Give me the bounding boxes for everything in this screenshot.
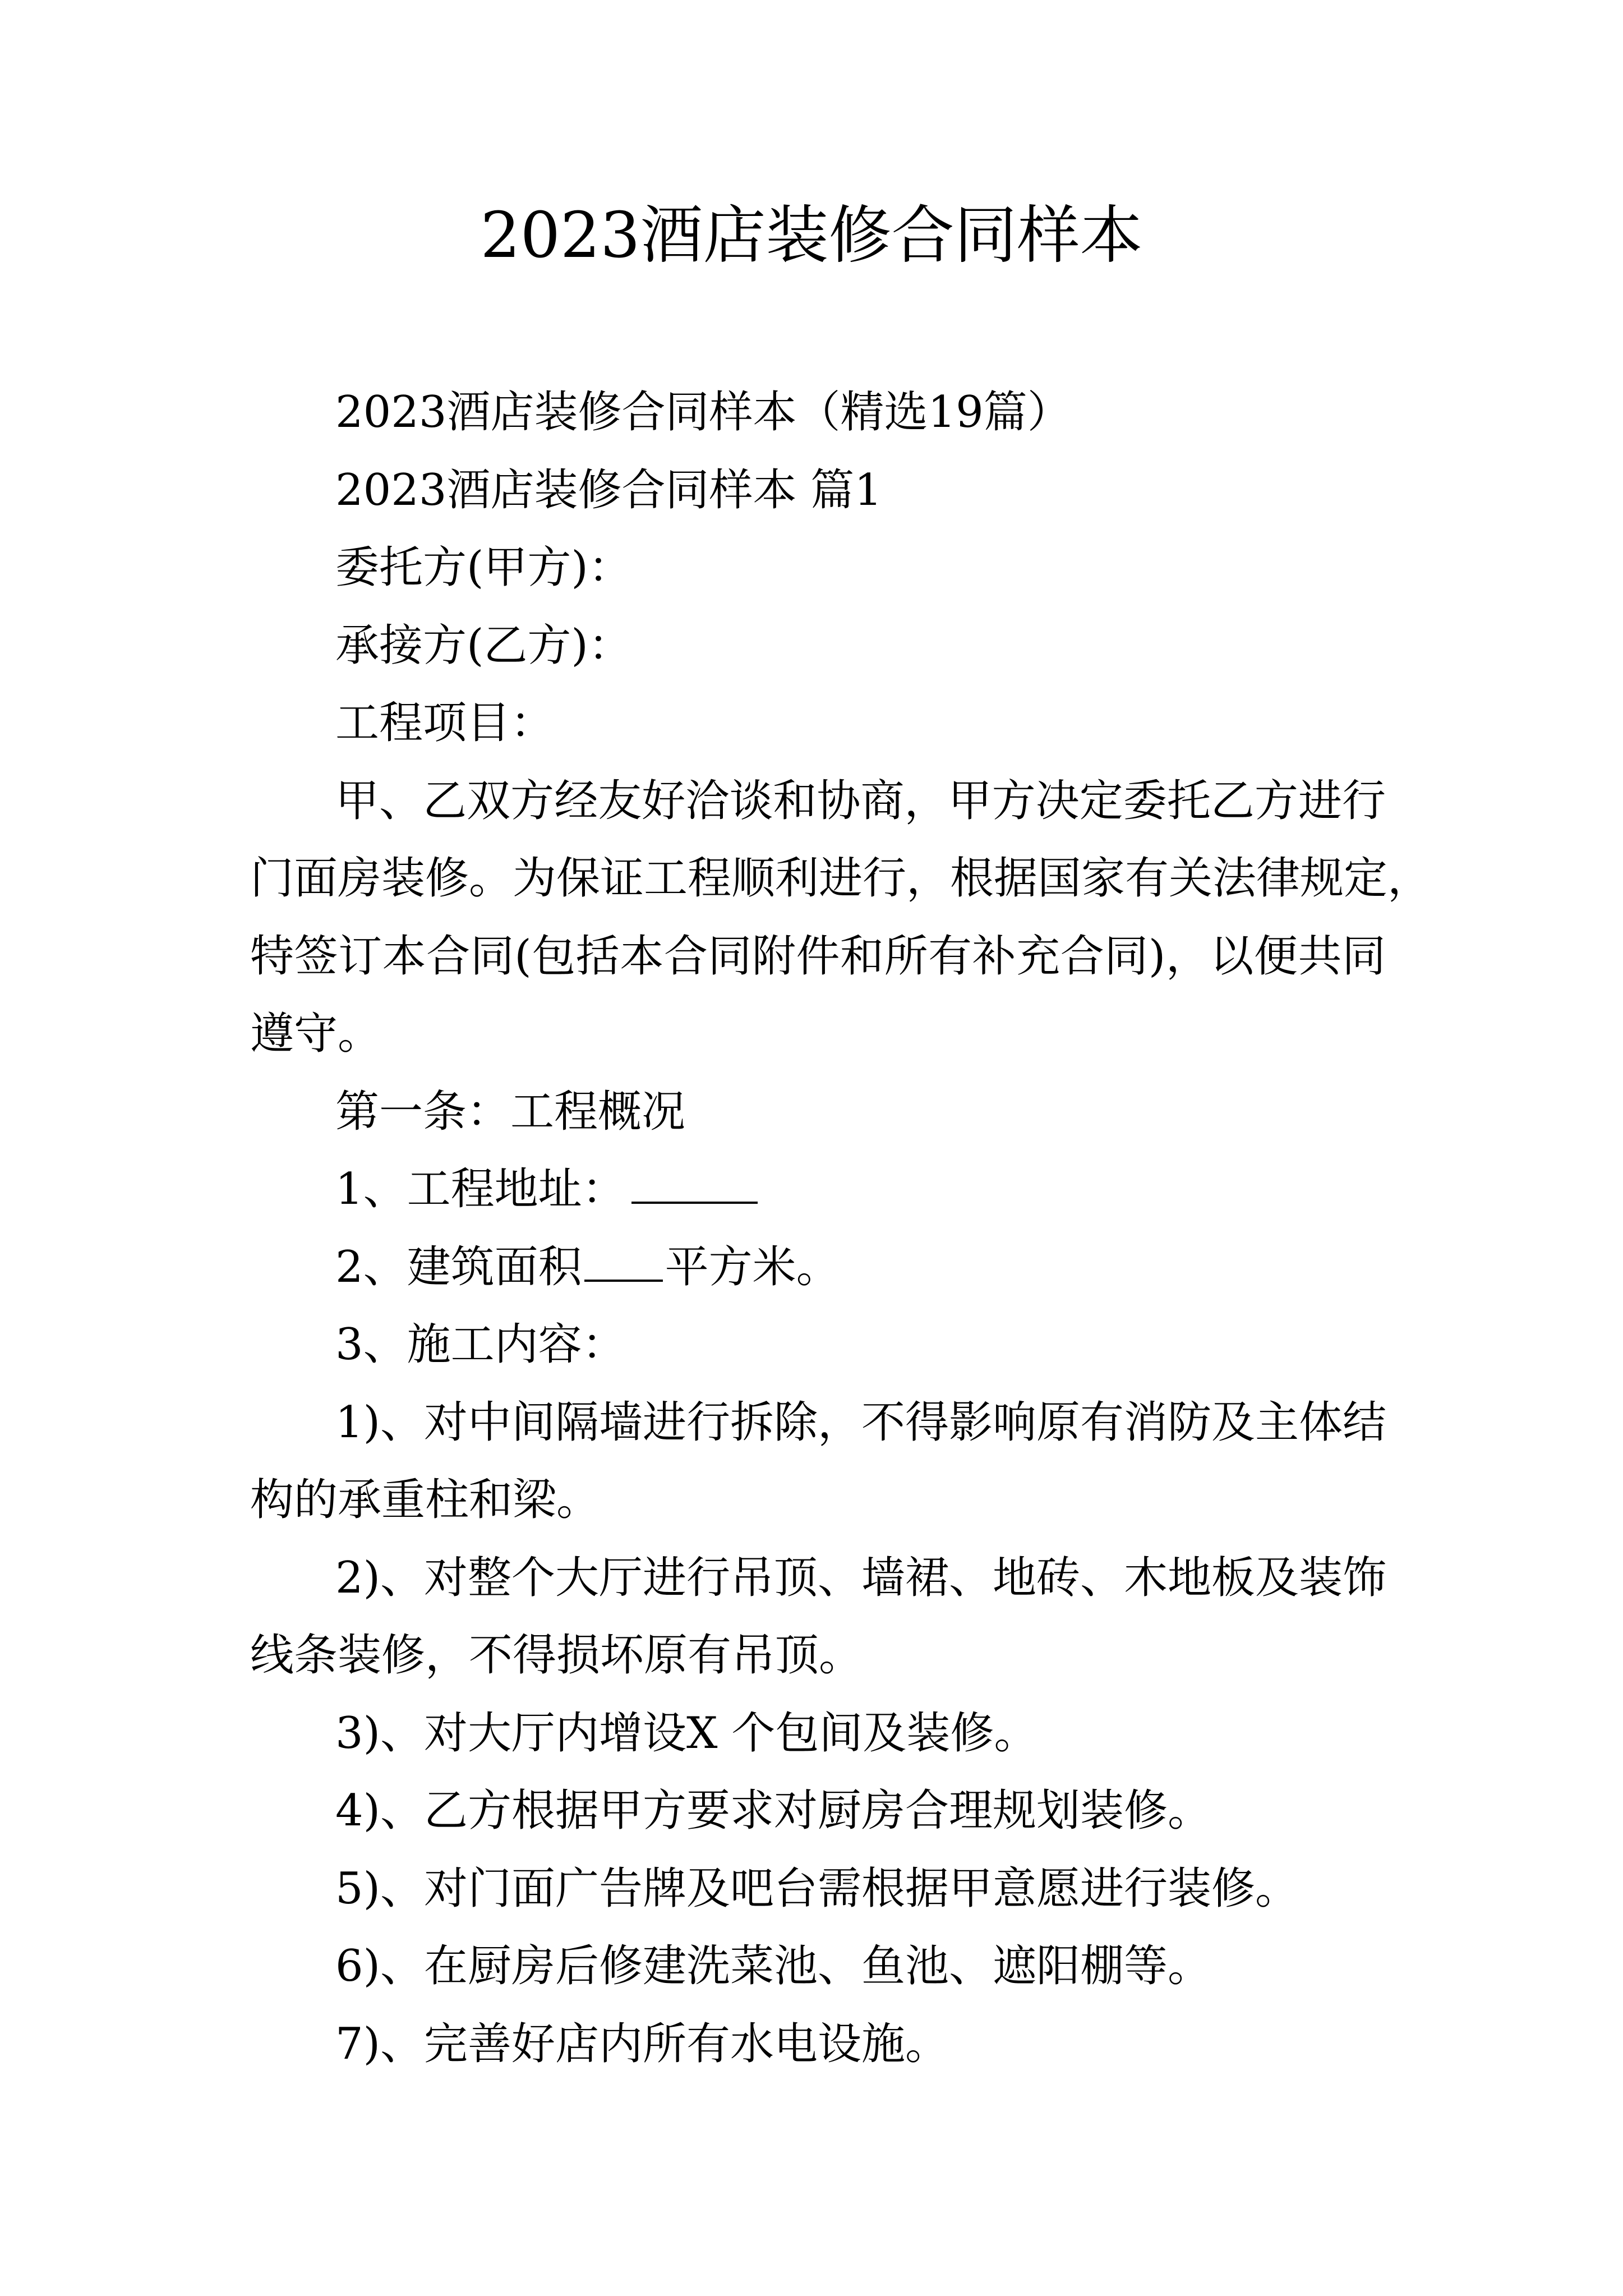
party-b-label: 承接方(乙方)： bbox=[335, 620, 632, 671]
content-item: 4)、乙方根据甲方要求对厨房合理规划装修。 bbox=[335, 1786, 1212, 1836]
content-item: 5)、对门面广告牌及吧台需根据甲意愿进行装修。 bbox=[335, 1864, 1299, 1914]
area-item bbox=[335, 1239, 840, 1295]
section-heading: 2023酒店装修合同样本 篇1 bbox=[335, 465, 882, 516]
address-blank bbox=[631, 1190, 758, 1204]
content-item: 1)、对中间隔墙进行拆除，不得影响原有消防及主体结 bbox=[335, 1397, 1387, 1448]
party-a-label: 委托方(甲方)： bbox=[335, 542, 632, 593]
area-unit: 平方米。 bbox=[665, 1242, 840, 1292]
paragraph-line: 甲、乙双方经友好洽谈和协商，甲方决定委托乙方进行 bbox=[335, 776, 1386, 826]
document-title: 2023酒店装修合同样本 bbox=[480, 199, 1143, 272]
content-item: 7)、完善好店内所有水电设施。 bbox=[335, 2019, 949, 2069]
subtitle-line: 2023酒店装修合同样本（精选19篇） bbox=[335, 387, 1071, 438]
content-item-continued: 线条装修，不得损坏原有吊顶。 bbox=[250, 1630, 863, 1681]
area-blank bbox=[584, 1268, 663, 1282]
content-item: 6)、在厨房后修建洗菜池、鱼池、遮阳棚等。 bbox=[335, 1941, 1212, 1991]
project-label: 工程项目： bbox=[335, 698, 555, 748]
content-heading: 3、施工内容： bbox=[335, 1319, 626, 1370]
paragraph-line: 门面房装修。为保证工程顺利进行，根据国家有关法律规定， bbox=[250, 853, 1432, 904]
paragraph-line: 特签订本合同(包括本合同附件和所有补充合同)，以便共同 bbox=[250, 931, 1386, 982]
content-item: 2)、对整个大厅进行吊顶、墙裙、地砖、木地板及装饰 bbox=[335, 1553, 1387, 1603]
paragraph-line: 遵守。 bbox=[250, 1009, 382, 1059]
article-heading: 第一条：工程概况 bbox=[335, 1087, 686, 1137]
address-label: 1、工程地址： bbox=[335, 1164, 626, 1214]
content-item: 3)、对大厅内增设X 个包间及装修。 bbox=[335, 1708, 1038, 1759]
area-label: 2、建筑面积 bbox=[335, 1242, 582, 1292]
address-item bbox=[335, 1161, 758, 1217]
content-item-continued: 构的承重柱和梁。 bbox=[250, 1475, 601, 1525]
